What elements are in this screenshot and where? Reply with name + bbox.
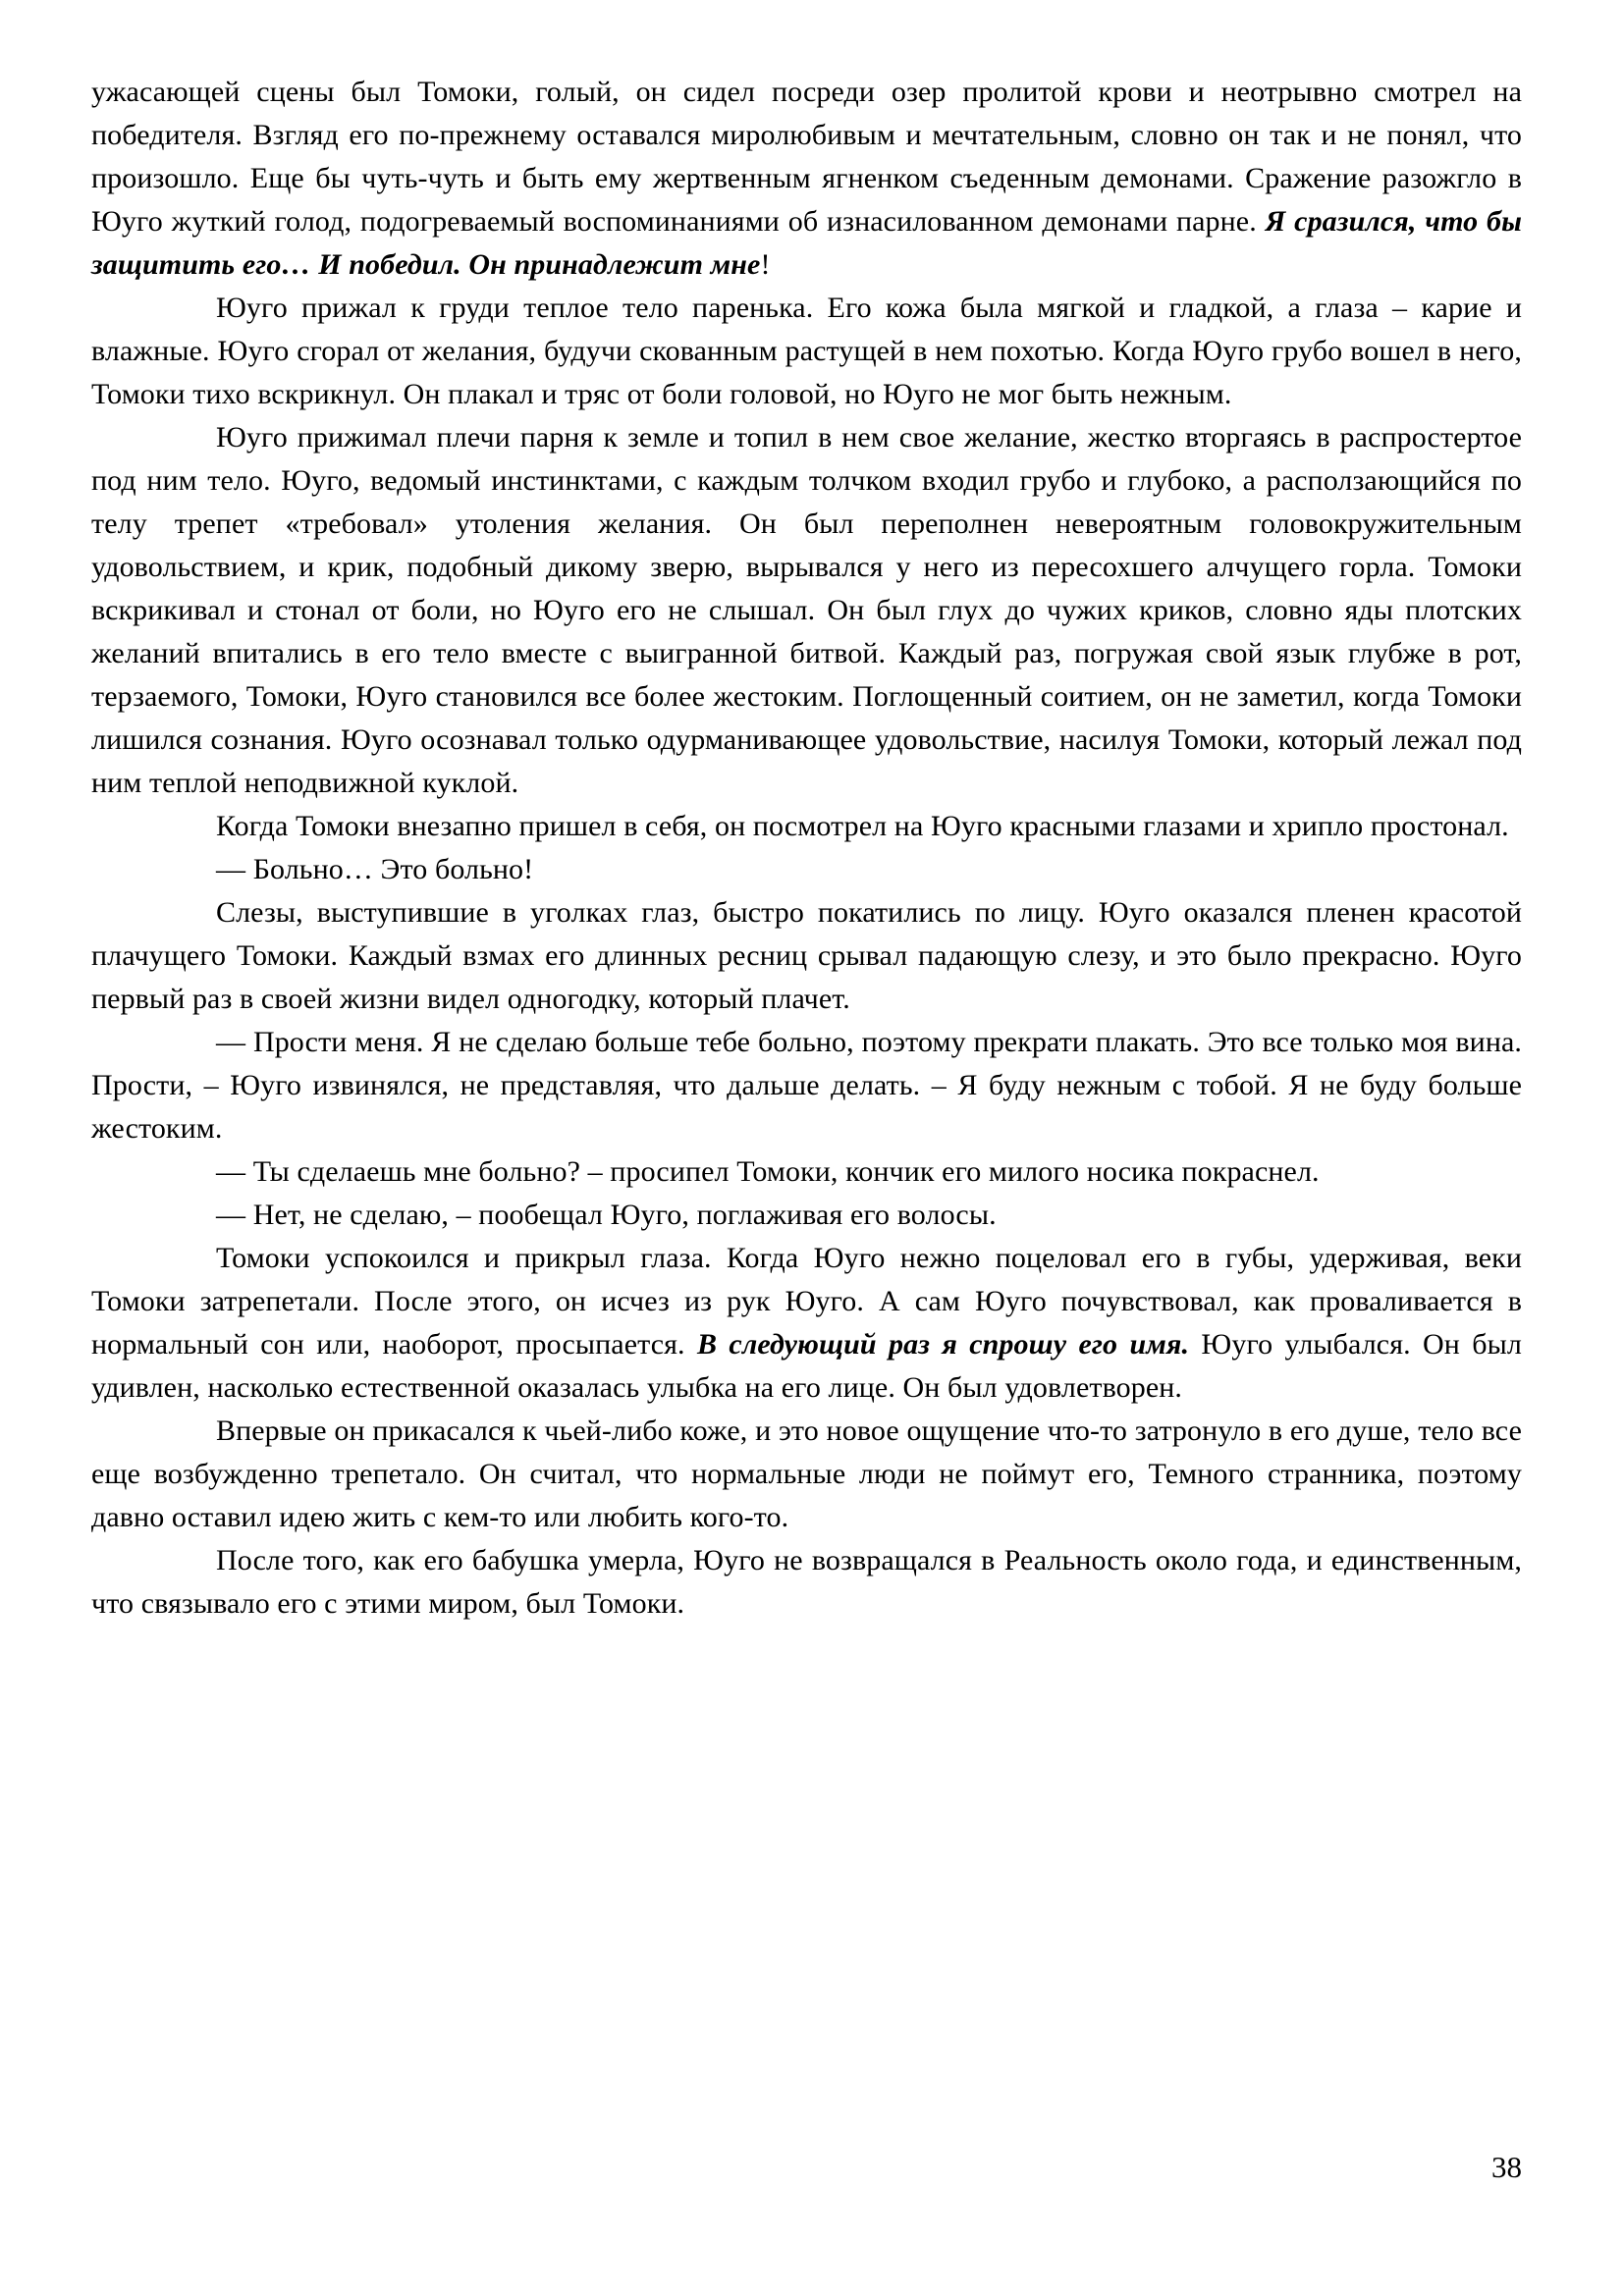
paragraph xyxy=(91,848,1522,891)
body-text: ! xyxy=(760,248,771,281)
body-text: ужасающей сцены был Томоки, голый, он сидел посреди озер пролитой крови и неотрывно смотрел на победителя. Взгляд его по-прежнему оставался миролюбивым и мечтательным, словно он так и не понял, что произошло. Еще бы чуть-чуть и быть ему жертвенным ягненком съеденным демонами. Сражение разожгло в Юуго жуткий голод, подогреваемый воспоминаниями об изнасилованном демонами парне. xyxy=(91,76,1522,238)
body-text: Юуго улыбался. Он был удивлен, насколько естественной оказалась улыбка на его лице. Он был удовлетворен. xyxy=(91,1328,1522,1404)
emphasis-text: Я сразился, что бы защитить его… И победил. Он принадлежит мне xyxy=(91,205,1522,281)
emphasis-text: В следующий раз я спрошу его имя. xyxy=(696,1328,1190,1361)
text-body xyxy=(91,71,1522,1626)
body-text: — Ты сделаешь мне больно? – просипел Томоки, кончик его милого носика покраснел. xyxy=(216,1155,1320,1188)
body-text: — Нет, не сделаю, – пообещал Юуго, поглаживая его волосы. xyxy=(216,1199,997,1231)
paragraph xyxy=(91,1237,1522,1410)
paragraph xyxy=(91,1410,1522,1539)
paragraph xyxy=(91,805,1522,848)
body-text: Слезы, выступившие в уголках глаз, быстро покатились по лицу. Юуго оказался пленен красотой плачущего Томоки. Каждый взмах его длинных ресниц срывал падающую слезу, и это было прекрасно. Юуго первый раз в своей жизни видел одногодку, который плачет. xyxy=(91,896,1522,1015)
paragraph xyxy=(91,891,1522,1021)
body-text: Когда Томоки внезапно пришел в себя, он посмотрел на Юуго красными глазами и хрипло простонал. xyxy=(216,810,1509,842)
paragraph xyxy=(91,71,1522,287)
body-text: Юуго прижал к груди теплое тело паренька. Его кожа была мягкой и гладкой, а глаза – карие и влажные. Юуго сгорал от желания, будучи скованным растущей в нем похотью. Когда Юуго грубо вошел в него, Томоки тихо вскрикнул. Он плакал и тряс от боли головой, но Юуго не мог быть нежным. xyxy=(91,292,1522,410)
body-text: — Больно… Это больно! xyxy=(216,853,534,885)
body-text: Впервые он прикасался к чьей-либо коже, и это новое ощущение что-то затронуло в его душе, тело все еще возбужденно трепетало. Он считал, что нормальные люди не поймут его, Темного странника, поэтому давно оставил идею жить с кем-то или любить кого-то. xyxy=(91,1415,1522,1533)
body-text: — Прости меня. Я не сделаю больше тебе больно, поэтому прекрати плакать. Это все только моя вина. Прости, – Юуго извинялся, не представляя, что дальше делать. – Я буду нежным с тобой. Я не буду больше жестоким. xyxy=(91,1026,1522,1145)
paragraph xyxy=(91,287,1522,416)
page-number: 38 xyxy=(1491,2150,1522,2184)
paragraph xyxy=(91,1021,1522,1150)
body-text: После того, как его бабушка умерла, Юуго не возвращался в Реальность около года, и единственным, что связывало его с этими миром, был Томоки. xyxy=(91,1544,1522,1620)
paragraph xyxy=(91,1150,1522,1194)
paragraph xyxy=(91,1194,1522,1237)
body-text: Юуго прижимал плечи парня к земле и топил в нем свое желание, жестко вторгаясь в распростертое под ним тело. Юуго, ведомый инстинктами, с каждым толчком входил грубо и глубоко, а расползающийся по телу трепет «требовал» утоления желания. Он был переполнен невероятным головокружительным удовольствием, и крик, подобный дикому зверю, вырывался у него из пересохшего алчущего горла. Томоки вскрикивал и стонал от боли, но Юуго его не слышал. Он был глух до чужих криков, словно яды плотских желаний впитались в его тело вместе с выигранной битвой. Каждый раз, погружая свой язык глубже в рот, терзаемого, Томоки, Юуго становился все более жестоким. Поглощенный соитием, он не заметил, когда Томоки лишился сознания. Юуго осознавал только одурманивающее удовольствие, насилуя Томоки, который лежал под ним теплой неподвижной куклой. xyxy=(91,421,1522,799)
paragraph xyxy=(91,416,1522,805)
paragraph xyxy=(91,1539,1522,1626)
body-text: Томоки успокоился и прикрыл глаза. Когда Юуго нежно поцеловал его в губы, удерживая, веки Томоки затрепетали. После этого, он исчез из рук Юуго. А сам Юуго почувствовал, как проваливается в нормальный сон или, наоборот, просыпается. xyxy=(91,1242,1522,1361)
